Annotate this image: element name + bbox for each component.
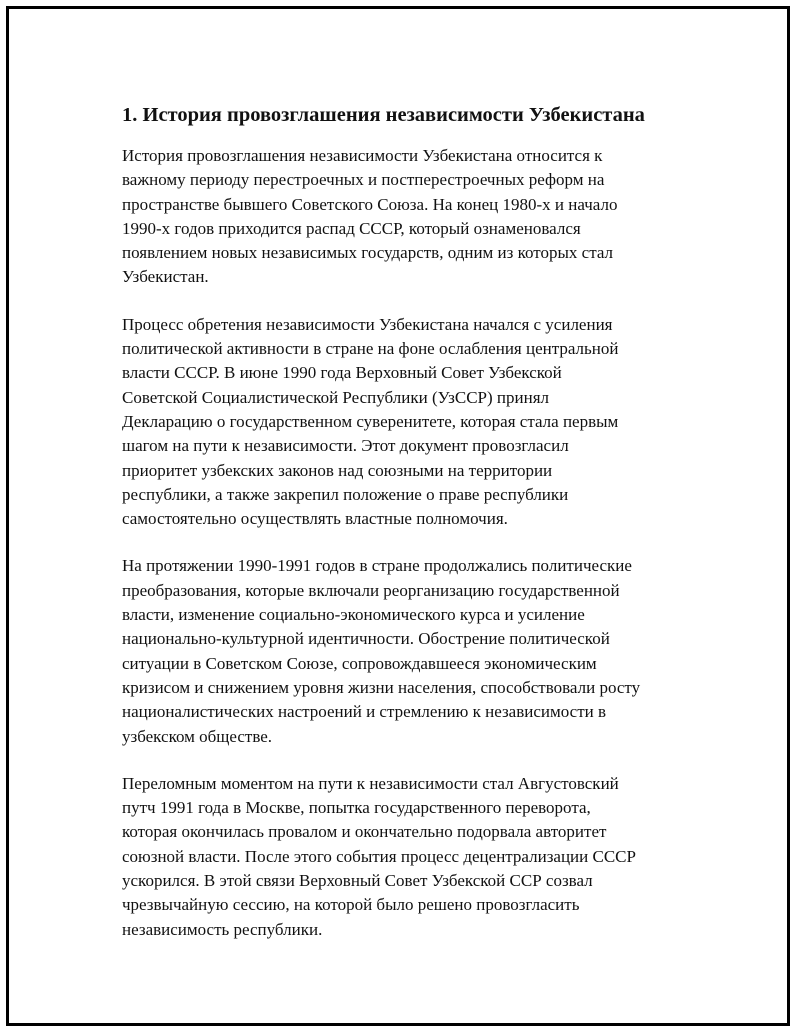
paragraph-line: националистических настроений и стремлению к независимости в (122, 702, 607, 722)
paragraph-line: шагом на пути к независимости. Этот документ провозгласил (122, 436, 569, 456)
paragraph-line: путч 1991 года в Москве, попытка государственного переворота, (122, 798, 591, 818)
paragraph-line: Декларацию о государственном суверенитете, которая стала первым (122, 411, 619, 431)
paragraph-line: ускорился. В этой связи Верховный Совет Узбекской ССР созвал (122, 871, 593, 891)
paragraph-line: История провозглашения независимости Узбекистана относится к (122, 146, 603, 165)
paragraph-line: самостоятельно осуществлять властные полномочия. (122, 509, 508, 529)
paragraph-3 (122, 554, 702, 748)
paragraph-line: приоритет узбекских законов над союзными на территории (122, 460, 553, 480)
page-frame (6, 6, 790, 1026)
paragraph-line: преобразования, которые включали реорганизацию государственной (122, 580, 620, 600)
paragraph-line: 1990-х годов приходится распад СССР, который ознаменовался (122, 218, 581, 238)
paragraph-line: национально-культурной идентичности. Обострение политической (122, 629, 610, 649)
paragraph-line: политической активности в стране на фоне ослабления центральной (122, 339, 619, 359)
paragraph-line: республики, а также закрепил положение о праве республики (122, 484, 569, 504)
paragraph-line: кризисом и снижением уровня жизни населения, способствовали росту (122, 677, 641, 697)
document-body (122, 100, 702, 965)
paragraph-line: чрезвычайную сессию, на которой было решено провозгласить (122, 895, 580, 915)
paragraph-line: независимость республики. (122, 919, 323, 939)
paragraph-line: власти СССР. В июне 1990 года Верховный Совет Узбекской (122, 363, 562, 383)
paragraph-line: Процесс обретения независимости Узбекистана начался с усиления (122, 314, 613, 334)
paragraph-2 (122, 313, 702, 532)
paragraph-line: которая окончилась провалом и окончательно подорвала авторитет (122, 822, 607, 842)
paragraph-line: Советской Социалистической Республики (УзССР) принял (122, 387, 550, 407)
paragraph-line: узбекском обществе. (122, 726, 273, 746)
paragraph-4 (122, 772, 702, 942)
document-title: 1. История провозглашения независимости Узбекистана (122, 104, 645, 126)
paragraph-line: важному периоду перестроечных и постперестроечных реформ на (122, 170, 605, 190)
paragraph-line: ситуации в Советском Союзе, сопровождавшееся экономическим (122, 653, 597, 673)
paragraph-line: пространстве бывшего Советского Союза. На конец 1980-х и начало (122, 194, 618, 214)
paragraph-line: союзной власти. После этого события процесс децентрализации СССР (122, 846, 636, 866)
paragraph-line: появлением новых независимых государств, одним из которых стал (122, 243, 614, 263)
paragraph-line: На протяжении 1990-1991 годов в стране продолжались политические (122, 556, 632, 576)
paragraph-line: Узбекистан. (122, 267, 209, 287)
paragraph-1 (122, 144, 702, 290)
paragraph-line: Переломным моментом на пути к независимости стал Августовский (122, 773, 619, 793)
paragraph-line: власти, изменение социально-экономического курса и усиление (122, 605, 585, 625)
